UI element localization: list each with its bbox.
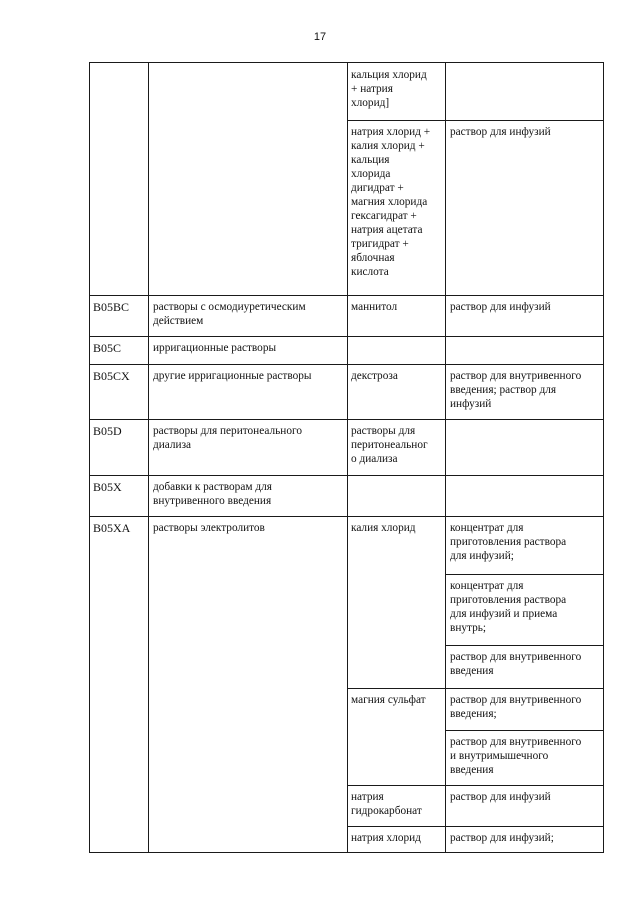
dosage-form-cell: раствор для внутривенного и внутримышечного введения [450, 736, 582, 776]
group-name-cell: другие ирригационные растворы [153, 370, 312, 382]
table-border-right [603, 62, 604, 852]
group-name-cell: растворы электролитов [153, 522, 265, 534]
dosage-form-cell: раствор для инфузий [450, 791, 551, 803]
drug-name-cell: магния сульфат [351, 694, 426, 706]
dosage-form-cell: раствор для инфузий [450, 126, 551, 138]
row-divider [445, 574, 604, 575]
drug-name-cell: натрия хлорид [351, 832, 421, 844]
row-divider [347, 826, 604, 827]
row-divider [347, 688, 604, 689]
drug-name-cell: калия хлорид [351, 522, 416, 534]
atc-code-cell: B05X [93, 480, 122, 494]
row-divider [89, 364, 604, 365]
dosage-form-cell: концентрат для приготовления раствора для инфузий; [450, 522, 567, 562]
row-divider [347, 785, 604, 786]
row-divider [89, 336, 604, 337]
table-border-top [89, 62, 604, 63]
drug-name-cell: натрия гидрокарбонат [351, 791, 422, 817]
dosage-form-cell: раствор для внутривенного введения; [450, 694, 582, 720]
column-divider-drug [445, 62, 446, 852]
atc-code-cell: B05D [93, 424, 122, 438]
dosage-form-cell: раствор для внутривенного введения [450, 651, 582, 677]
atc-code-cell: B05BC [93, 300, 130, 314]
column-divider-code [148, 62, 149, 852]
table-border-bottom [89, 852, 604, 853]
atc-code-cell: B05XA [93, 521, 131, 535]
group-name-cell: ирригационные растворы [153, 342, 277, 354]
dosage-form-cell: раствор для внутривенного введения; раствор для инфузий [450, 370, 582, 410]
atc-code-cell: B05CX [93, 369, 130, 383]
dosage-form-cell: раствор для инфузий; [450, 832, 554, 844]
column-divider-name [347, 62, 348, 852]
dosage-form-cell: концентрат для приготовления раствора для инфузий и приема внутрь; [450, 580, 567, 634]
drug-name-cell: растворы для перитонеальног о диализа [351, 425, 428, 465]
row-divider [89, 419, 604, 420]
group-name-cell: растворы с осмодиуретическим действием [153, 301, 306, 327]
group-name-cell: растворы для перитонеального диализа [153, 425, 302, 451]
row-divider [89, 295, 604, 296]
row-divider [89, 475, 604, 476]
row-divider [445, 730, 604, 731]
row-divider [445, 645, 604, 646]
page-number: 17 [313, 31, 327, 43]
row-divider [347, 120, 604, 121]
drug-name-cell: маннитол [351, 301, 398, 313]
dosage-form-cell: раствор для инфузий [450, 301, 551, 313]
drug-name-cell: кальция хлорид + натрия хлорид] [351, 69, 427, 109]
row-divider [89, 516, 604, 517]
atc-code-cell: B05C [93, 341, 122, 355]
drug-name-cell: декстроза [351, 370, 398, 382]
table-border-left [89, 62, 90, 852]
group-name-cell: добавки к растворам для внутривенного введения [153, 481, 272, 507]
drug-name-cell: натрия хлорид + калия хлорид + кальция хлорида дигидрат + магния хлорида гексагидрат + натрия ацетата тригидрат + яблочная кислота [351, 126, 431, 278]
